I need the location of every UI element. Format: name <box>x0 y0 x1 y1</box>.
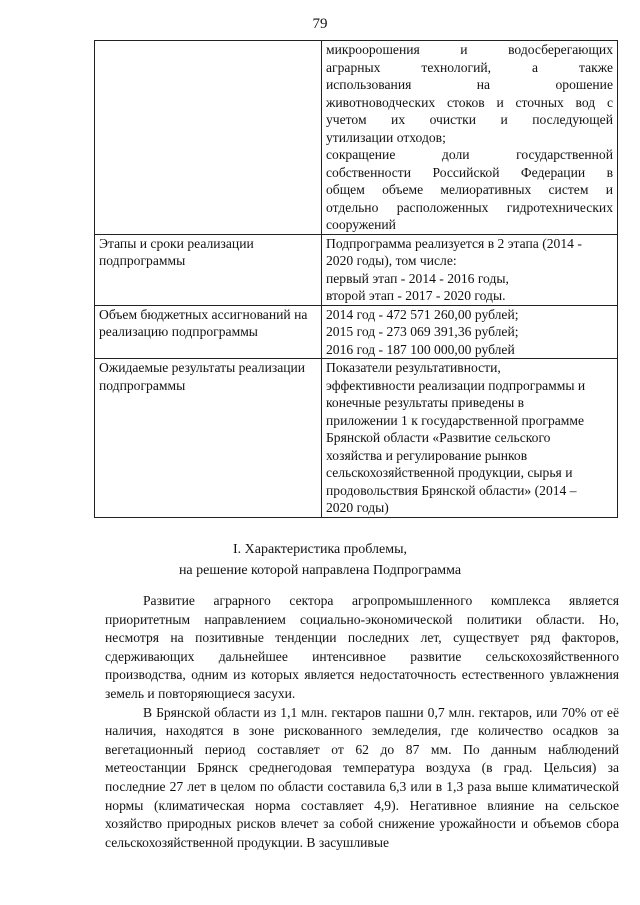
value-line: конечные результаты приведены в <box>326 395 525 410</box>
table-row <box>95 41 618 235</box>
value-line: Показатели результативности, <box>326 360 501 375</box>
row-value <box>322 305 618 359</box>
value-line: второй этап - 2017 - 2020 годы. <box>326 288 506 303</box>
row-label: Объем бюджетных ассигнований на реализацию подпрограммы <box>95 305 322 359</box>
body-text <box>105 592 619 852</box>
value-line: 2020 годы) <box>326 500 389 515</box>
row-value <box>322 41 618 235</box>
value-line: первый этап - 2014 - 2016 годы, <box>326 270 509 286</box>
value-line: 2016 год - 187 100 000,00 рублей <box>326 341 515 357</box>
section-heading-line: I. Характеристика проблемы, <box>232 542 407 557</box>
value-line: сельскохозяйственной продукции, сырья и <box>326 465 573 480</box>
value-line: отдельно расположенных гидротехнических <box>326 199 613 215</box>
table-row <box>95 305 618 359</box>
page-number: 79 <box>312 16 328 32</box>
value-line: продовольствия Брянской области» (2014 – <box>326 482 577 498</box>
value-line: аграрных технологий, а также <box>326 59 613 75</box>
subprogram-passport-table <box>94 40 618 518</box>
value-line: Подпрограмма реализуется в 2 этапа (2014 - <box>326 235 582 251</box>
value-line: хозяйства и регулирование рынков <box>326 447 528 463</box>
row-label: Этапы и сроки реализации подпрограммы <box>95 234 322 305</box>
paragraph: Развитие аграрного сектора агропромышленного комплекса является приоритетным направлением социально-экономической политики области. Но, несмотря на позитивные тенденции последних лет, существует ряд факторов, сдерживающих дальнейшее интенсивное развитие сельскохозяйственного производства, одним из которых является недостаточность естественного увлажнения земель и повторяющиеся засухи. <box>105 593 619 701</box>
section-heading-line: на решение которой направлена Подпрограмма <box>178 563 462 578</box>
row-value <box>322 359 618 518</box>
row-label <box>95 41 322 235</box>
value-line: собственности Российской Федерации в <box>326 164 613 180</box>
value-line: 2014 год - 472 571 260,00 рублей; <box>326 306 519 322</box>
value-line: использования на орошение <box>326 77 613 92</box>
value-line: сооружений <box>326 217 396 232</box>
value-line: сокращение доли государственной <box>326 147 613 162</box>
value-line: эффективности реализации подпрограммы и <box>326 377 586 393</box>
value-line: животноводческих стоков и сточных вод с <box>326 94 613 110</box>
row-value <box>322 234 618 305</box>
value-line: учетом их очистки и последующей <box>326 112 613 127</box>
value-line: Брянской области «Развитие сельского <box>326 430 551 445</box>
table-row <box>95 359 618 518</box>
value-line: микроорошения и водосберегающих <box>326 42 613 57</box>
table-row <box>95 234 618 305</box>
value-line: приложении 1 к государственной программе <box>326 412 585 428</box>
value-line: утилизации отходов; <box>326 129 446 145</box>
section-heading <box>0 539 640 581</box>
value-line: 2020 годы), том числе: <box>326 253 457 268</box>
value-line: 2015 год - 273 069 391,36 рублей; <box>326 324 519 339</box>
row-label: Ожидаемые результаты реализации подпрограммы <box>95 359 322 518</box>
paragraph: В Брянской области из 1,1 млн. гектаров пашни 0,7 млн. гектаров, или 70% от её наличия, находятся в зоне рискованного земледелия, где количество осадков за вегетационный период составляет от 62 до 87 мм. По данным наблюдений метеостанции Брянск среднегодовая температура воздуха (в град. Цельсия) за последние 27 лет в целом по области составила 6,3 или в 1,3 раза выше климатической нормы (климатическая норма составляет 4,9). Негативное влияние на сельское хозяйство природных рисков влечет за собой снижение урожайности и объемов сбора сельскохозяйственной продукции. В засушливые <box>105 704 619 850</box>
value-line: общем объеме мелиоративных систем и <box>326 182 613 197</box>
